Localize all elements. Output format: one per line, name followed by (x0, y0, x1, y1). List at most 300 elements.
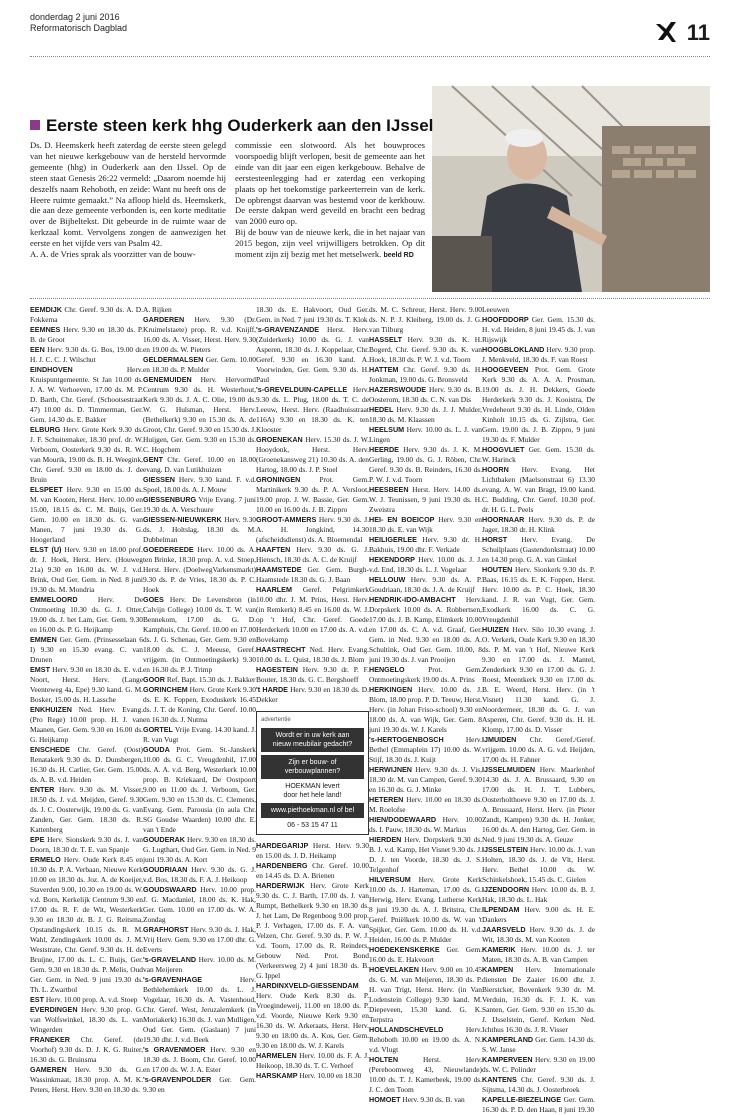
listing-entry (256, 881, 369, 981)
advert-line-4: HOEKMAN levert (285, 783, 340, 790)
listing-place: HORST (482, 535, 508, 544)
listing-entry (369, 555, 482, 575)
listing-entry (369, 385, 482, 405)
listing-place: GROENEKAN (256, 435, 303, 444)
listing-entry (482, 625, 595, 735)
listing-services: ds. M. C. Schreur, Herst. Herv. 9.00 ds. N. P. J. Kleiberg, 19.00 ds. J. G. van Tilburg (369, 305, 482, 334)
listing-services: Herv. Evang. Het Lichtbaken (Maelsonstraat 6) 13.30 evang. A. W. van Bragt, 19.00 kand. C. Budding, Chr. Geref. 10.30 prof. dr. H. G. L. Peels (482, 465, 595, 514)
listing-entry (143, 595, 256, 675)
listing-place: ENKHUIZEN (30, 705, 72, 714)
listing-place: 't HARDE (256, 685, 288, 694)
listing-services: Herv. 10.00 ds. F. A. J. Heikoop, 18.30 ds. T. C. Verhoef (256, 1051, 369, 1070)
header-rule (30, 56, 710, 57)
listing-entry (482, 445, 595, 465)
listing-place: GOES (143, 595, 164, 604)
listing-entry (30, 745, 143, 785)
listing-services: Herv. Silo 10.30 evang. J. O. Verkerk, Oude Kerk 9.30 en 18.30 ds. P. M. van 't Hof, Nieuwe Kerk 9.30 en 17.00 ds. J. Mantel, Zenderkerk 9.30 en 17.00 ds. G. J. Roest, Meentkerk 9.30 en 17.00 ds. B. E. Weerd, Herst. Herv. (in 't Visnet) 11.30 kand. G. J. Noordermeer, 18.30 ds. G. J. van Asperen, Chr. Geref. 9.30 ds. H. H. Klomp, 17.00 ds. D. Visser (482, 625, 595, 734)
listing-services: Herv. Grote Kerk 10.00 ds. J. Harteman, 17.00 ds. G. Herwig, Herv. Evang. Lutherse Kerk 8 juni 19.30 ds. A. J. Britstra, Chr. Geref. Pniëlkerk 10.00 ds. W. van 't Spijker, Ger. Gem. 10.00 ds. H. v.d. Heiden, 16.00 ds. P. Mulder (369, 875, 482, 944)
listing-entry (256, 841, 369, 861)
listing-services: Herv. Grote Kerk 9.30 ds. J. F. Schuitemaker, 18.30 prof. dr. W. Verboom, Oosterkerk 9.30 ds. R. W. van Mourik, 19.00 ds. B. H. Weegink, Chr. Geref. 9.30 en 18.00 ds. J. de Bruin (30, 425, 143, 484)
listing-entry (30, 1005, 143, 1035)
listing-services: Herv. Grote Kerk 9.30 ds. E. K. Foppen, Exoduskerk 16.45 ds. J. T. de Koning, Chr. Geref. 10.00 en 16.30 ds. J. Nutma (143, 685, 256, 724)
listing-services: Vrije Evang. 7 juni 19.30 ds. A. Verschuure (143, 495, 256, 514)
listing-entry (482, 1095, 595, 1115)
listing-place: EPE (30, 835, 45, 844)
listing-services: Herv. 9.30 (Dr. Kruimelstaete) prop. R. v.d. Knijff, 16.00 ds. A. Visser, Herst. Herv. 9.30 en 19.00 ds. W. Pieters (143, 315, 256, 354)
listing-column-3 (256, 305, 369, 1080)
listing-place: GOOR (143, 675, 165, 684)
listing-services: Herv. 10.00 ds. I. Pauw, 18.30 ds. W. Markus (369, 815, 482, 834)
listing-place: GIESSEN-NIEUWKERK (143, 515, 222, 524)
listing-place: ENSCHEDE (30, 745, 70, 754)
listing-entry (369, 595, 482, 665)
listing-services: A. Rijken (143, 305, 172, 314)
listing-services: Herst. Herv. (Pereboomweg 43, Nieuwlande) 10.00 ds. T. J. Kamerbeek, 19.00 ds. J. C. den Toom (369, 1055, 482, 1094)
listing-services: Ref. Bapt. 15.30 ds. J. Bakker (166, 675, 256, 684)
listing-place: JAARSVELD (482, 925, 526, 934)
photo-credit: beeld RD (383, 252, 414, 260)
listing-entry (30, 305, 143, 325)
listing-services: Ned. Herv. Evang. (Pro Rege) 10.00 prop. H. J. van Maanen, Ger. Gem. 9.30 en 16.00 ds. G. Heijkamp (30, 705, 143, 744)
listing-place: 's-GREVELDUIN-CAPELLE (256, 385, 348, 394)
listing-services: Herv. 9.00 en 10.45 ds. G. M. van Meijeren, 18.30 ds. P. H. van Trigt, Herst. Herv. (in Van Lodenstein College) 9.30 kand. M. Diepeveen, 15.30 kand. G. K. Terpstra (369, 965, 482, 1024)
listing-place: GARDEREN (143, 315, 185, 324)
listing-services: Herv. 10.00 ds. A. ten Brinke, 18.30 prop. A. v.d. Stoep, Herst. Herv. (DoelwegVarkensmarkt) 9.30 ds. P. de Vries, 18.30 ds. P. C. Hoek (143, 545, 256, 594)
advert-phone: 06 - 53 15 47 11 (287, 822, 338, 829)
listing-services: Herv. Bethel (Emmaplein 17) 10.00 ds. W. Stijf, 18.30 ds. J. Kuijt (369, 735, 482, 764)
listing-place: GOUDA (143, 745, 170, 754)
listing-place: HOLTEN (369, 1055, 399, 1064)
listing-services: Ger. Gem. 14.30 ds. S. W. Janse (482, 1035, 595, 1054)
listing-place: HELLOUW (369, 575, 406, 584)
listing-entry (369, 665, 482, 685)
listing-services: Herv. 10.00 ds. L. J. van Lingen (369, 425, 482, 444)
listing-place: HIEN/DODEWAARD (369, 815, 437, 824)
listing-entry (482, 1055, 595, 1075)
listing-place: KANTENS (482, 1075, 517, 1084)
listing-place: HOOGVLIET (482, 445, 525, 454)
listing-place: 's-GRAVENZANDE (256, 325, 320, 334)
listing-services: Herv. Dorpskerk 10.00 ds. A. Robbertsen, 17.00 ds. J. B. Kamp, Elimkerk 10.00 en 17.00 ds. C. A. v.d. Graaf, Ger. Gem. in Ned. 9.30 en 18.00 ds. A. Schultink, Oud Ger. Gem. 10.00, 8 juni 19.30 ds. J. van Prooijen (369, 595, 482, 664)
listing-place: GOEDEREEDE (143, 545, 194, 554)
listing-place: EVERDINGEN (30, 1005, 78, 1014)
listing-place: HARSKAMP (256, 1071, 298, 1080)
listing-place: GOUDERAK (143, 835, 185, 844)
listing-services: Chr. Geref./Geref. vrijgem. 10.00 ds. A. G. v.d. Heijden, 17.00 ds. H. Fahner (482, 735, 595, 764)
listing-place: HEILIGERLEE (369, 535, 417, 544)
listing-entry (30, 595, 143, 635)
listing-place: HETEREN (369, 795, 404, 804)
listing-place: EMST (30, 665, 50, 674)
listing-services: Herv. 10.00 ds. J. van Holten, 18.30 ds. J. de Vlt, Herst. Herv. Bethel 10.00 ds. W. Schinkelshoek, 15.45 ds. C. Gielen (482, 845, 595, 884)
listing-place: HAASTRECHT (256, 645, 306, 654)
section-rule (30, 298, 710, 299)
listing-services: Herv. 9.30 ds. G. J. Hiensch, 18.30 ds. A. C. de Kruijf (256, 545, 369, 564)
listing-place: HERWIJNEN (369, 765, 412, 774)
listing-services: Herv. 10.00 en 18.30 (299, 1071, 362, 1080)
listing-services: Herv. Evang. De Schuilplaats (Gastendonkstraat) 10.00 en 14.30 prop. G. A. van Ginkel (482, 535, 595, 564)
listing-place: HENDRIK-IDO-AMBACHT (369, 595, 456, 604)
listing-place: KAMPEN (482, 965, 514, 974)
listing-services: Herv. 10.00 ds. M. van Meijeren (143, 955, 256, 974)
listing-entry (30, 545, 143, 595)
page-header (30, 12, 710, 52)
listing-services: Herv. 10.00 en 18.30 ds. M. Roelofse (369, 795, 482, 814)
listing-services: Herv. 10.00 ds. J. J. v.d. End, 18.30 ds. L. J. Vogelaar (369, 555, 482, 574)
listing-entry (256, 475, 369, 515)
listing-place: HOLLANDSCHEVELD (369, 1025, 444, 1034)
listing-services: Ger. Gem. 16.30 ds. P. D. den Haan, 8 juni 19.30 (482, 1095, 595, 1114)
listing-entry (143, 955, 256, 975)
listing-entry (143, 685, 256, 725)
listing-entry (369, 965, 482, 1025)
listing-services: Ger. Gem. 15.30 ds. W. Harinck (482, 445, 595, 464)
listing-place: GOUDSWAARD (143, 885, 197, 894)
listing-column-4 (369, 305, 482, 1104)
listing-place: EST (30, 995, 44, 1004)
advert-label: advertentie (261, 717, 291, 723)
listing-place: GROOT-AMMERS (256, 515, 317, 524)
listing-entry (143, 315, 256, 355)
listing-entry (256, 685, 369, 705)
listing-entry (30, 635, 143, 665)
listing-entry (256, 435, 369, 475)
listing-place: HOOFDDORP (482, 315, 529, 324)
paper-logo-icon (654, 20, 678, 44)
listing-services: Herv. Grote Kerk 9.30 ds. C. J. Barth, 17.00 ds. J. van Rumpt, Bethelkerk 9.30 en 18.30 ds. J. het Lam, De Regenboog 9.00 prop. P. J. Verhagen, 17.00 ds. F. A. van Velzen, Chr. Geref. 9.30 ds. P. W. J. v.d. Toorn, 17.00 ds. R. Reinders, Gebouw Ned. Prot. Bond (Verkeersweg 2) 4 juni 18.30 ds. B. G. Ippel (256, 881, 369, 980)
listing-services: Herv. 9.30 kand. F. v.d. Spoel, 18.00 ds. A. J. Mouw (143, 475, 256, 494)
listing-services: Herv. 9.30 ds. A. P. Goudriaan, 18.30 ds. J. A. de Kruijf (369, 575, 482, 594)
listing-place: GORTEL (143, 725, 173, 734)
listing-place: ELBURG (30, 425, 61, 434)
listing-place: IJSSELSTEIN (482, 845, 528, 854)
listing-entry (143, 975, 256, 1045)
listing-place: HARDERWIJK (256, 881, 305, 890)
listing-entry (369, 445, 482, 485)
listing-place: HUIZEN (482, 625, 509, 634)
listing-services: Herv. 9.30 en 18.00 prof. dr. J. Hoek, Herst. Herv. (Houweg 21a) 9.30 en 16.00 ds. W. J. v.d. Brink, Oud Ger. Gem. in Ned. 8 juni 19.30 ds. M. Mondria (30, 545, 143, 594)
listing-entry (369, 945, 482, 965)
listing-entry (256, 1051, 369, 1071)
listing-services: Herv. Sionskerk 9.30 ds. J. van Doorn, 18.30 dr. T. E. van Spanje (30, 835, 143, 854)
listing-entry (256, 385, 369, 435)
advert-line-1: Wordt er in uw kerk aan nieuw meubilair gedacht? (261, 728, 364, 752)
listing-place: GELDERMALSEN (143, 355, 204, 364)
listing-entry (143, 305, 256, 315)
listing-place: GRONINGEN (256, 475, 301, 484)
listing-services: Herv. 9.30 en 18.30 ds. J. Boom, Chr. Geref. 10.00 en 17.00 ds. W. J. A. Ester (143, 1045, 256, 1074)
listing-place: HARDINXVELD-GIESSENDAM (256, 981, 359, 990)
listing-entry (482, 465, 595, 515)
listing-services: Ger. Gem. 9.30 en (143, 1075, 256, 1094)
listing-entry (369, 735, 482, 765)
listing-place: EINDHOVEN (30, 365, 73, 374)
listing-place: KAMPERVEEN (482, 1055, 533, 1064)
listing-entry (143, 925, 256, 955)
listing-services: Herv. 10.00 prop. A. v.d. Stoep (45, 995, 138, 1004)
listing-entry (482, 885, 595, 905)
listing-services: Herv. 9.00 ds. H. E. Dankers (482, 905, 595, 924)
article-title-text: Eerste steen kerk hhg Ouderkerk aan den IJssel (46, 116, 434, 135)
listing-entry (482, 345, 595, 365)
listing-services: Herv. Sionkerk 9.30 ds. P. Baas, 16.15 ds. E. K. Foppen, Herst. Herv. 10.00 ds. P. C. Hoek, 18.30 kand. J. R. van Vugt, Ger. Gem. Exodkerk 16.00 ds. C. G. Vreugdenhil (482, 565, 595, 624)
listing-entry (369, 425, 482, 445)
listing-services: Ned. Herv. Evang. 10.00 ds. L. Quist, 18.30 ds. J. Blom (256, 645, 369, 664)
listing-place: 's-GRAVENHAGE (143, 975, 203, 984)
listing-entry (256, 645, 369, 665)
listing-services: Herv. Maarlenhof 14.30 ds. J. A. Brussaard, 9.30 en 17.00 ds. H. J. T. Lubbers, Oosterholthoeve 9.30 en 17.00 ds. J. A. Brussaard, Herst. Herv. (in Pieter Zandt, Kampen) 9.30 ds. H. Jonker, 16.00 ds. A. den Hartog, Ger. Gem. in Ned. 9 juni 19.30 ds. A. Geuze (482, 765, 595, 844)
listing-place: ERMELO (30, 855, 61, 864)
listing-entry (369, 835, 482, 875)
listing-entry (256, 545, 369, 565)
listing-entry (369, 485, 482, 515)
listing-entry (256, 585, 369, 645)
listing-services: Prot. Gem. St.-Janskerk 10.00 ds. G. C. Vreugdenhil, 17.00 ds. A. A. v.d. Berg, Westerkerk 10.00 prop. B. Kriekaard, De Oostpoort 9.00 en 11.00 ds. J. Verboom, Ger. Gem. 9.30 en 15.30 ds. C. Clements, Evang. Gem. Parousia (in aula Chr. SG Goudse Waarden) 10.00 dhr. E. van 't Ende (143, 745, 256, 834)
listing-services: Prot. Gem. Martinikerk 9.30 ds. P. A. Versloot, 19.00 prop. J. W. Bassie, Ger. Gem. 10.00 en 16.00 ds. J. B. Zippro (256, 475, 369, 514)
listing-services: Chr. Geref. (Oost) Renatakerk 9.30 ds. D. Dunsbergen, 16.30 ds. H. Carlier, Ger. Gem. 15.00 ds. A. B. v.d. Heiden (30, 745, 143, 784)
listing-entry (482, 925, 595, 945)
listing-entry (369, 305, 482, 335)
listing-services: Chr. Geref. (de Voorhof) 9.30 ds. D. J. K. G. Ruiter, 16.30 ds. G. Bruinsma (30, 1035, 143, 1064)
listing-entry (482, 945, 595, 965)
listing-services: Herv. De Ontmoeting 10.30 ds. G. J. Otter, 19.00 ds. J. het Lam, Ger. Gem. 9.30 en 16.00 ds. P. G. Heijkamp (30, 595, 143, 634)
listing-place: EMMEN (30, 635, 57, 644)
listing-services: Herv. 9.30 ds. J. Holtslag, 18.30 ds. M. Dubbelman (143, 515, 256, 544)
listing-services: Herv. De Levensbron (in Calvijn College) 10.00 ds. T. W. van Bennekom, 17.00 ds. G. D. Kamphuis, Chr. Geref. 10.00 en 17.00 ds. J. G. Schenau, Ger. Gem. 9.30 en 18.00 ds. C. J. Meeuse, Geref. vrijgem. (in Ontmoetingskerk) 9.30 en 16.30 ds. P. J. Trimp (143, 595, 256, 674)
listing-place: HEERDE (369, 445, 399, 454)
listing-services: 18.30 ds. E. Hakvoort, Oud Ger. Gem. in Ned. 7 juni 19.30 ds. T. Klok (256, 305, 369, 324)
listing-entry (369, 685, 482, 735)
listing-services: Herv. 10.00 ds. B. J. Hak, 18.30 ds. L. Hak (482, 885, 595, 904)
listing-services: Ger. Gem. 16.00 ds. E. Hakvoort (369, 945, 482, 964)
listing-services: Herst. Herv. 9.30 en 15.00 ds. J. D. Heikamp (256, 841, 369, 860)
listing-entry (143, 865, 256, 885)
listing-entry (256, 1071, 369, 1081)
listing-entry (30, 485, 143, 545)
listing-entry (256, 861, 369, 881)
listing-entry (369, 405, 482, 425)
listing-place: HOEVELAKEN (369, 965, 419, 974)
listing-place: EEN (30, 345, 45, 354)
listing-services: Herv. Oude Kerk 8.30 ds. P. Vroegindeweij, 11.00 en 18.00 ds. P. v.d. Voorde, Nieuwe Kerk 9.30 en 16.30 ds. W. Arkeraats, Herst. Herv. 9.30 en 18.00 ds. A. Kos, Ger. Gem. 9.30 en 18.00 ds. W. J. Karels (256, 991, 369, 1050)
listing-place: GIESSEN (143, 475, 175, 484)
listing-entry (256, 325, 369, 385)
listing-entry (369, 795, 482, 815)
listing-entry (482, 905, 595, 925)
listing-entry (143, 675, 256, 685)
listing-place: GIESSENBURG (143, 495, 197, 504)
listing-entry (482, 305, 595, 315)
listing-place: HOMOET (369, 1095, 401, 1104)
listing-place: KAPELLE-BIEZELINGE (482, 1095, 562, 1104)
header-paper: Reformatorisch Dagblad (30, 23, 128, 33)
listing-entry (30, 665, 143, 705)
listing-entry (30, 855, 143, 995)
listing-column-1 (30, 305, 143, 1094)
listing-entry (482, 965, 595, 1035)
listing-entry (143, 1045, 256, 1075)
listing-place: 's-GRAVENPOLDER (143, 1075, 212, 1084)
listing-place: IJMUIDEN (482, 735, 517, 744)
listing-entry (143, 885, 256, 925)
listing-services: Herv. Oude Kerk 8.45 en 10.30 ds. P. A. Verbaan, Nieuwe Kerk 10.00 en 18.30 ds. Joz. A. de Koeijer, Staverden 9.00, 10.30 en 19.00 ds. W. v.d. Born, Kerkelijk Centrum 9.30 en 17.00 ds. R. F. de Wit, Westerkerk 9.30 en 18.30 dr. B. J. G. Reitsma, Opstandingskerk 10.15 ds. R. M. Wahl, Zendingskerk 10.00 ds. J. M. Weststrate, Chr. Geref. 9.30 ds. H. de Bruijne, 17.00 ds. L. C. Buijs, Ger. Gem. 9.30 en 18.30 ds. P. Melis, Oud Ger. Gem. in Ned. 9 juni 19.30 ds. Th. L. Zwartbol (30, 855, 143, 994)
listing-services: Ger. Gem. 15.30 ds. H. v.d. Heiden, 8 juni 19.45 ds. J. van Rijswijk (482, 315, 595, 344)
listing-place: GORINCHEM (143, 685, 188, 694)
listing-entry (143, 355, 256, 375)
listing-services: Herv. 9.30 ds. J. Hak, Vrij Herv. Gem. 9.30 en 17.00 dhr. G. Everts (143, 925, 256, 954)
listing-entry (143, 455, 256, 475)
listing-entry (369, 515, 482, 535)
listing-place: ELST (U) (30, 545, 62, 554)
listing-entry (30, 1065, 143, 1095)
listing-place: GRAFHORST (143, 925, 189, 934)
listing-entry (143, 475, 256, 495)
listing-place: HOUTEN (482, 565, 513, 574)
listing-place: ILPENDAM (482, 905, 520, 914)
listing-entry (369, 575, 482, 595)
listing-entry (30, 345, 143, 365)
listing-place: HOORNAAR (482, 515, 525, 524)
listing-column-2 (143, 305, 256, 1094)
hoekman-advertisement (256, 711, 369, 835)
listing-entry (256, 981, 369, 1051)
listing-entry (482, 735, 595, 765)
listing-entry (30, 365, 143, 425)
listing-place: 's GRAVENMOER (143, 1045, 206, 1054)
listing-entry (482, 535, 595, 565)
listing-services: Herv. Internationale diensten De Zaaier 16.00 dhr. J. Bierstcker, Bovenkerk 9.30 dr. M. Verduin, 16.30 ds. F. J. K. van Santen, Ger. Gem. 9.30 en 15.30 ds. J. IJsselstein, Geref. Kerken Ned. Ichthus 16.30 ds. J. R. Visser (482, 965, 595, 1034)
listing-services: Herv. 9.30 en 18.30 ds. D. Dekker (256, 685, 369, 704)
listing-entry (256, 305, 369, 325)
listing-entry (30, 705, 143, 745)
listing-entry (143, 745, 256, 835)
listing-entry (143, 545, 256, 595)
article-headline (30, 116, 433, 136)
listing-place: IJSSELMUIDEN (482, 765, 536, 774)
listing-place: ELSPEET (30, 485, 63, 494)
listing-services: Herv. 9.30 ds. J. K. M. Gerling, 19.00 ds. G. J. Röben, Chr. Geref. 9.30 ds. B. Reinders, 16.30 ds. P. W. J. v.d. Toorn (369, 445, 482, 484)
listing-place: GAMEREN (30, 1065, 67, 1074)
listing-place: HIERDEN (369, 835, 402, 844)
listing-services: Ger. Gem. (Prinsesselaan 6 I) 9.30 en 15.30 evang. C. van Drunen (30, 635, 143, 664)
listing-place: HAARLEM (256, 585, 292, 594)
listing-place: 's-GRAVELAND (143, 955, 197, 964)
listing-entry (482, 845, 595, 885)
listing-place: GENT (143, 455, 163, 464)
listing-services: Herv. 9.30 dr. H. Bakhuis, 19.00 dhr. F. Verkade (369, 535, 482, 554)
listing-services: Herv. 10.00 ds. J. ter Maten, 18.30 ds. A. B. van Campen (482, 945, 595, 964)
listing-services: Herv. 9.30 ds. P. de Jager, 18.30 dr. H. Klink (482, 515, 595, 534)
listing-services: Herv. 9.30 en 19.00 ds. W. C. Polinder (482, 1055, 595, 1074)
listing-entry (369, 765, 482, 795)
listing-place: HARMELEN (256, 1051, 297, 1060)
listing-services: Herv. 9.30 ds. J. J. Mulder, 18.30 ds. M. Klaassen (369, 405, 482, 424)
listing-place: EMMELOORD (30, 595, 78, 604)
listing-place: HASSELT (369, 335, 403, 344)
listing-services: Herst. Herv. 14.00 ds. W. J. Teunissen, 9 juni 19.30 ds. H. Zweistra (369, 485, 482, 514)
listing-services: Geref. Pelgrimkerk 10.00 dhr. J. M. Prins, Herst. Herv. (in Remkerk) 8.45 en 16.00 ds. W. J. op 't Hof, Chr. Geref. Goede Herderkerk 10.00 en 17.00 ds. A. v.d. Bovekamp (256, 585, 369, 644)
listing-services: Herv. 9.30 ds. G. Wassinkmaat, 18.30 prop. A. M. K. Peters, Herst. Herv. 9.30 en 18.30 ds. (30, 1065, 143, 1094)
listing-place: EEMDIJK (30, 305, 62, 314)
listing-services: Herv. 9.30 dr. P. F. Bouter, 18.30 ds. G. C. Bergshoeff (256, 665, 369, 684)
listing-entry (369, 1095, 482, 1105)
listing-services: Herv. Hervormd Centrum 9.30 ds. H. Westerhout, Kerk 9.30 ds. J. A. C. Olie, 19.00 ds. W. G. Hulsman, Herst. Herv. (Bethelkerk) 9.30 en 15.30 ds. A. de Groot, Chr. Geref. 9.30 en 15.30 ds. J. Huijgen, Ger. Gem. 9.30 en 15.30 ds. C. Hogchem (143, 375, 256, 454)
listing-services: Chr. Geref. 10.00 en 18.00 evang. D. van Lutikhuizen (143, 455, 256, 474)
listing-services: Herv. 9.30 ds. K. H. Bogerd, Chr. Geref. 9.30 ds. K. van Hoek, 18.30 ds. P. W. J. v.d. Toorn (369, 335, 482, 364)
listing-entry (143, 495, 256, 515)
listing-entry (143, 725, 256, 745)
listing-services: Herv. 9.30 ds. B. Oosterom, 18.30 ds. C. N. van Dis (369, 385, 482, 404)
listing-place: HENGELO (369, 665, 405, 674)
listing-entry (143, 375, 256, 455)
listing-place: HILVERSUM (369, 875, 411, 884)
listing-services: Herv. 9.30 en 18.30 ds. G. Lugthart, Oud Ger. Gem. in Ned. 9 juni 19.30 ds. A. Kort (143, 835, 256, 864)
listing-entry (30, 325, 143, 345)
listing-services: Herv. 9.30 ds. B. van (402, 1095, 465, 1104)
listing-entry (369, 1055, 482, 1095)
listing-services: Prot. Gem. Ontmoetingskerk 19.00 ds. A. Prins (369, 665, 482, 684)
listing-place: HOOGBLOKLAND (482, 345, 545, 354)
headline-marker-icon (30, 120, 40, 130)
listing-entry (369, 815, 482, 835)
article-photo (432, 86, 710, 292)
listing-place: HAGESTEIN (256, 665, 298, 674)
listing-entry (30, 835, 143, 855)
listing-services: Chr. Geref. 9.30 ds. J. Sijtsma, 14.30 ds. J. Oosterbroek (482, 1075, 595, 1094)
listing-services: Herv. 9.30 ds. L. Plug, 18.00 ds. T. C. de Leeuw, Herst. Herv. (Raadhuisstraat 116A) 9.30 en 18.30 ds. K. ten Klooster (256, 385, 369, 434)
listing-column-5 (482, 305, 595, 1114)
listing-entry (143, 515, 256, 545)
listing-services: Ger. Gem. 10.00 en 18.30 ds. P. Mulder (143, 355, 256, 374)
listing-place: HEELSUM (369, 425, 405, 434)
article-col2-text: commissie een slotwoord. Als het bouwproces voorspoedig blijft verlopen, besit de gemeente aan het einde van dit jaar een eigen kerkgebouw. Behalve de eerstesteenlegging had er zaterdag een verkoping plaats op het toekomstige parkeerterrein van de kerk. De opbrengst daarvan was bestemd voor de kerkbouw. De eerste dakpan werd geveild en bracht een bedrag van 2000 euro op. Bij de bouw van de nieuwe kerk, die in het najaar van 2015 begon, zijn veel vrijwilligers betrokken. Op dit moment zijn zij bezig met het metselwerk. (235, 140, 425, 260)
listing-services: Chr. Geref. 9.30 ds. A. D. Fokkema (30, 305, 143, 324)
listing-entry (482, 765, 595, 845)
listing-place: HAZERSWOUDE (369, 385, 427, 394)
listing-services: Herv. 10.00 ds. J. Blom, 18.00 prop. P. D. Teeuw, Herst. Herv. (in Johan Friso-school) 9.30 en 18.00 ds. A. van Wijk, Ger. Gem. 8 juni 19.30 ds. W. J. Karels (369, 685, 482, 734)
listing-place: KAMPERLAND (482, 1035, 534, 1044)
listing-entry (143, 1075, 256, 1095)
listing-services: Herv. 9.30 ds. M. Visser, 18.50 ds. J. v.d. Meijden, Geref. 9.30 ds. J. C. Oosterwijk, 19.00 ds. G. van Zanden, Ger. Gem. 18.30 ds. R. Kattenberg (30, 785, 143, 834)
article-column-1: Ds. D. Heemskerk heeft zaterdag de eerste steen gelegd van het nieuwe kerkgebouw van de hersteld hervormde gemeente (hhg) in Ouderkerk aan den IJssel. Op de steen staat Genesis 26:22 vermeld: „Daarom noemde hij deszelfs naam Rehoboth, en zeide: Want nu heeft ons de Heere ruimte gemaakt.” Na afloop hield ds. Heemskerk, die aan deze gemeente verbonden is, een korte meditatie over de Bijbeltekst. Dit gebeurde in de ruimte waar de kerkzaal komt. Vervolgens zongen de aanwezigen het eerste en het vijfde vers van Psalm 42. A. A. de Vries sprak als voorzitter van de bouw- (30, 140, 226, 260)
listing-entry (482, 1075, 595, 1095)
listing-entry (369, 875, 482, 945)
listing-place: HATTEM (369, 365, 399, 374)
listing-place: 's-HERTOGENBOSCH (369, 735, 444, 744)
advert-url: www.piethoekman.nl of bel (261, 803, 364, 818)
listing-services: Vrije Evang. 14.30 kand. J. R. van Vugt (143, 725, 256, 744)
listing-entry (369, 365, 482, 385)
listing-place: KAMERIK (482, 945, 516, 954)
advert-line-3: Zijn er bouw- of verbouwplannen? (261, 755, 364, 779)
listing-place: GENEMUIDEN (143, 375, 192, 384)
listing-services: Herv. 9.30 prop. G. van Wolfswinkel, 18.30 ds. L. van Wingerden (30, 1005, 143, 1034)
listing-entry (256, 515, 369, 545)
listing-services: Herst. Herv. (Zuiderkerk) 10.00 ds. G. J. van Asperen, 18.30 ds. J. Koppelaar, Chr. Geref. 9.30 en 16.30 kand. A. Voorwinden, Ger. Gem. 9.30 ds. H. Paul (256, 325, 369, 384)
listing-services: Herv. 9.30 en 15.00 ds. M. van Kooten, Herst. Herv. 10.00 en 15.00, 18.15 ds. C. M. Buijs, Ger. Gem. 10.00 en 18.30 ds. G. van Manen, 7 juni 19.30 ds. G. Hoogerland (30, 485, 143, 544)
listing-place: HEKENDORP (369, 555, 415, 564)
listing-services: Herv. Kruispuntgemeente. St Jan 10.00 ds. J. A. W. Verhoeven, 17.00 ds. M. P. D. Barth, Chr. Geref. (Schootsestraat 47) 10.00 ds. D. Timmerman, Ger. Gem. 14.30 ds. E. Bakker (30, 365, 143, 424)
listing-place: HOORN (482, 465, 509, 474)
listing-services: Herv. 9.30 ds. J. de Wit, 18.30 ds. M. van Kooten (482, 925, 595, 944)
listing-place: FRANEKER (30, 1035, 70, 1044)
listing-services: Herv. 10.00 prop. J. G. Macdaniel, 18.00 ds. K. Hak, Ger. Gem. 10.00 en 17.00 ds. W. A. Zondag (143, 885, 256, 924)
listing-entry (256, 665, 369, 685)
listing-place: IJZENDOORN (482, 885, 530, 894)
header-date: donderdag 2 juni 2016 (30, 12, 120, 22)
listing-entry (30, 785, 143, 835)
advert-line-5: door het hele land! (283, 792, 342, 799)
